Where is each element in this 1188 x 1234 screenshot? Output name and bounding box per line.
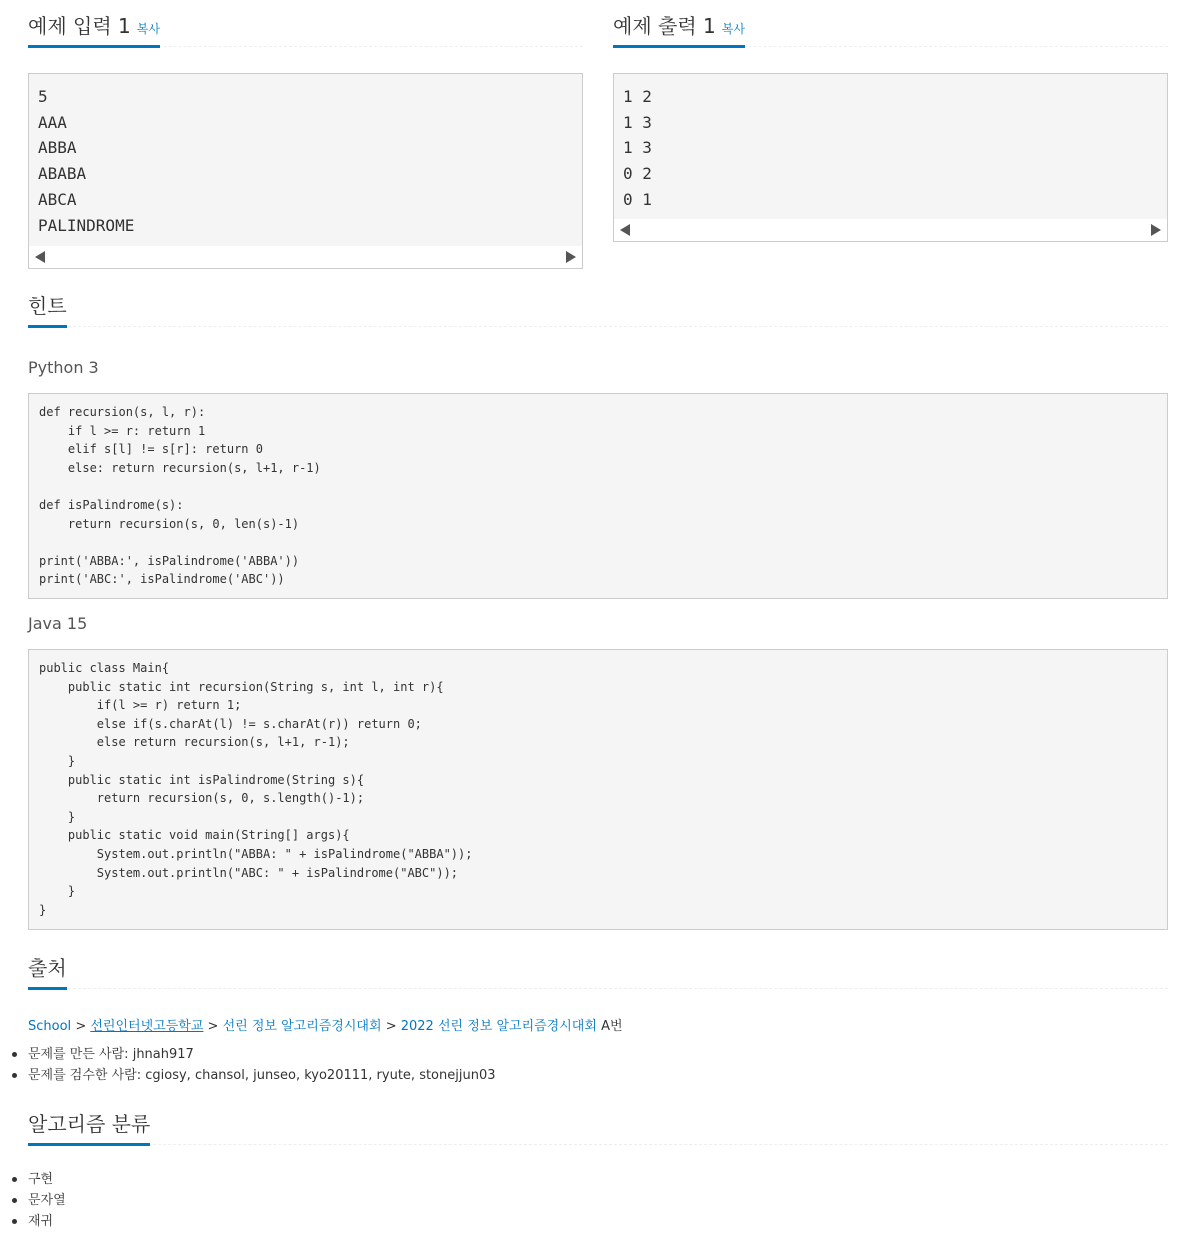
breadcrumb-separator: > [385,1019,397,1034]
sample-output-copy-button[interactable]: 복사 [721,22,745,36]
source-credits-list [28,1044,496,1086]
source-link-highschool[interactable]: 선린인터넷고등학교 [90,1019,204,1034]
sample-output-section [613,0,1168,47]
algorithm-tag-label: 재귀 [28,1214,54,1229]
algorithm-tag[interactable] [28,1211,66,1232]
java-label: Java 15 [28,614,88,633]
hint-section [28,280,1168,327]
breadcrumb-separator: > [207,1019,219,1034]
python-code-box [28,393,1168,599]
scroll-right-icon[interactable] [1151,224,1161,236]
algorithm-tag[interactable] [28,1190,66,1211]
sample-input-header [28,0,583,47]
algorithm-title: 알고리즘 분류 [28,1112,151,1136]
sample-output-scrollbar[interactable] [614,219,1167,241]
source-link-school[interactable]: School [28,1019,72,1034]
hint-headline [28,290,67,328]
java-code: public class Main{ public static int recursion(String s, int l, int r){ if(l >= r) return 1; else if(s.charAt(l) != s.charAt(r)) return 0; else return recursion(s, l+1, r-1); } public static int isPalindrome(String s){ return recursion(s, 0, s.length()-1); } public static void main(String[] args){ System.out.println("ABBA: " + isPalindrome("ABBA")); System.out.println("ABC: " + isPalindrome("ABC")); } } [39,661,473,917]
sample-input-copy-button[interactable]: 복사 [136,22,160,36]
list-item [28,1065,496,1086]
hint-header [28,280,1168,327]
source-breadcrumb [28,1015,623,1034]
sample-output-title: 예제 출력 1 [613,14,716,38]
scroll-left-icon[interactable] [35,251,45,263]
sample-output-text: 1 2 1 3 1 3 0 2 0 1 [623,87,652,209]
sample-output-headline [613,10,745,48]
source-header [28,942,1168,989]
algorithm-tag-label: 구현 [28,1172,54,1187]
made-by-value: jhnah917 [132,1047,194,1062]
source-section [28,942,1168,989]
sample-input-headline [28,10,160,48]
sample-input-text: 5 AAA ABBA ABABA ABCA PALINDROME [38,87,135,235]
algorithm-tag-label: 문자열 [28,1193,66,1208]
reviewed-by-label: 문제를 검수한 사람: [28,1068,142,1083]
sample-input-title: 예제 입력 1 [28,14,131,38]
sample-input-scrollbar[interactable] [29,246,582,268]
source-headline [28,952,67,990]
breadcrumb-separator: > [75,1019,87,1034]
sample-output-box [613,73,1168,242]
made-by-label: 문제를 만든 사람: [28,1047,129,1062]
scroll-right-icon[interactable] [566,251,576,263]
hint-title: 힌트 [28,294,67,318]
source-title: 출처 [28,956,67,980]
list-item [28,1044,496,1065]
source-problem-number: A번 [601,1019,623,1034]
algorithm-header [28,1098,1168,1145]
python-label: Python 3 [28,358,99,377]
sample-input-section [28,0,583,47]
source-link-contest-year[interactable]: 2022 선린 정보 알고리즘경시대회 [400,1019,597,1034]
algorithm-headline [28,1108,150,1146]
sample-input-box [28,73,583,269]
algorithm-tag[interactable] [28,1169,66,1190]
reviewed-by-value: cgiosy, chansol, junseo, kyo20111, ryute, stonejjun03 [145,1068,496,1083]
java-code-box [28,649,1168,930]
sample-output-header [613,0,1168,47]
scroll-left-icon[interactable] [620,224,630,236]
algorithm-section [28,1098,1168,1145]
algorithm-tag-list [28,1169,66,1232]
source-link-contest[interactable]: 선린 정보 알고리즘경시대회 [222,1019,382,1034]
python-code: def recursion(s, l, r): if l >= r: return 1 elif s[l] != s[r]: return 0 else: return recursion(s, l+1, r-1) def isPalindrome(s): return recursion(s, 0, len(s)-1) print('ABBA:', isPalindrome('ABBA')) print('ABC:', isPalindrome('ABC')) [39,405,321,587]
